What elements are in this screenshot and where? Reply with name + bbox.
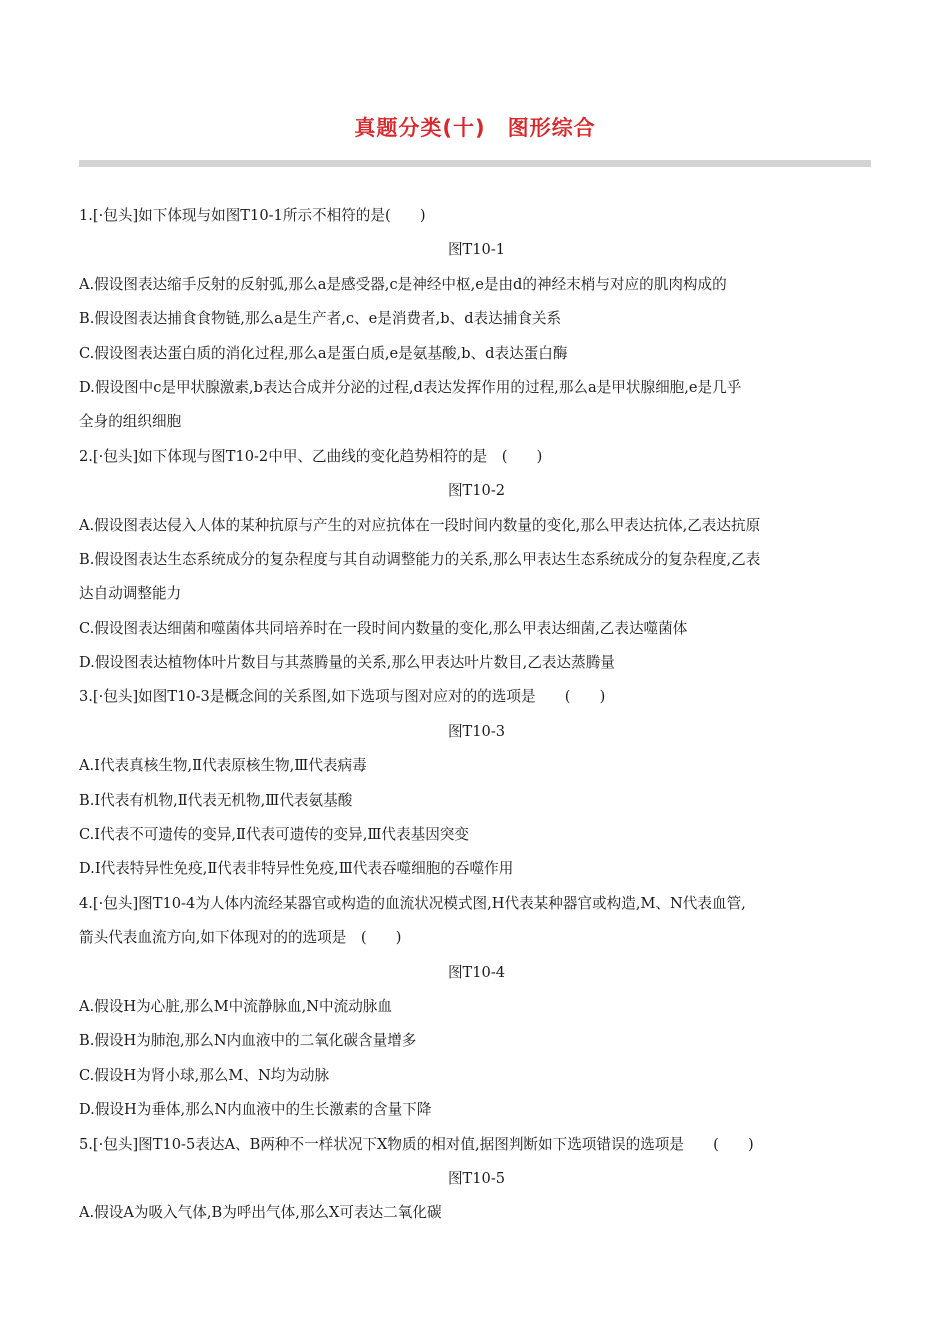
- figure-caption: 图T10-5: [447, 1169, 506, 1187]
- option-d-continued: 全身的组织细胞: [79, 413, 182, 431]
- title-sub: 图形综合: [507, 116, 596, 140]
- figure-caption: 图T10-1: [447, 241, 506, 259]
- option-b: B.假设图表达生态系统成分的复杂程度与其自动调整能力的关系,那么甲表达生态系统成分的复杂程度,乙表: [79, 550, 761, 568]
- page-title: [0, 112, 950, 142]
- option-a: A.Ⅰ代表真核生物,Ⅱ代表原核生物,Ⅲ代表病毒: [79, 757, 367, 775]
- option-d: D.Ⅰ代表特异性免疫,Ⅱ代表非特异性免疫,Ⅲ代表吞噬细胞的吞噬作用: [79, 860, 514, 878]
- figure-caption: 图T10-4: [447, 963, 506, 981]
- option-b-continued: 达自动调整能力: [79, 585, 182, 603]
- option-d: D.假设H为垂体,那么N内血液中的生长激素的含量下降: [79, 1101, 432, 1119]
- title-divider: [79, 160, 871, 167]
- option-b: B.假设H为肺泡,那么N内血液中的二氧化碳含量增多: [79, 1032, 417, 1050]
- option-c: C.假设H为肾小球,那么M、N均为动脉: [79, 1066, 330, 1084]
- option-c: C.Ⅰ代表不可遗传的变异,Ⅱ代表可遗传的变异,Ⅲ代表基因突变: [79, 826, 469, 844]
- question-3: 3.[·包头]如图T10-3是概念间的关系图,如下选项与图对应对的的选项是 ( ): [79, 688, 606, 706]
- question-4-continued: 箭头代表血流方向,如下体现对的的选项是 ( ): [79, 929, 402, 947]
- question-5: 5.[·包头]图T10-5表达A、B两种不一样状况下X物质的相对值,据图判断如下选项错误的选项是 ( ): [79, 1135, 754, 1153]
- option-a: A.假设图表达缩手反射的反射弧,那么a是感受器,c是神经中枢,e是由d的神经末梢与对应的肌肉构成的: [79, 275, 727, 293]
- figure-caption: 图T10-3: [447, 722, 506, 740]
- question-1: 1.[·包头]如下体现与如图T10-1所示不相符的是( ): [79, 207, 426, 224]
- option-a: A.假设图表达侵入人体的某种抗原与产生的对应抗体在一段时间内数量的变化,那么甲表达抗体,乙表达抗原: [79, 516, 761, 534]
- question-4: 4.[·包头]图T10-4为人体内流经某器官或构造的血流状况模式图,H代表某种器官或构造,M、N代表血管,: [79, 894, 746, 912]
- title-main: 真题分类(十): [354, 116, 486, 140]
- question-list: [79, 199, 874, 1231]
- option-d: D.假设图中c是甲状腺激素,b表达合成并分泌的过程,d表达发挥作用的过程,那么a是甲状腺细胞,e是几乎: [79, 378, 742, 396]
- option-b: B.Ⅰ代表有机物,Ⅱ代表无机物,Ⅲ代表氨基酸: [79, 791, 353, 809]
- option-c: C.假设图表达细菌和噬菌体共同培养时在一段时间内数量的变化,那么甲表达细菌,乙表达噬菌体: [79, 619, 688, 637]
- option-c: C.假设图表达蛋白质的消化过程,那么a是蛋白质,e是氨基酸,b、d表达蛋白酶: [79, 344, 568, 362]
- option-a: A.假设H为心脏,那么M中流静脉血,N中流动脉血: [79, 997, 392, 1015]
- question-2: 2.[·包头]如下体现与图T10-2中甲、乙曲线的变化趋势相符的是 ( ): [79, 447, 543, 465]
- option-d: D.假设图表达植物体叶片数目与其蒸腾量的关系,那么甲表达叶片数目,乙表达蒸腾量: [79, 654, 615, 672]
- option-a: A.假设A为吸入气体,B为呼出气体,那么X可表达二氧化碳: [79, 1204, 442, 1222]
- option-b: B.假设图表达捕食食物链,那么a是生产者,c、e是消费者,b、d表达捕食关系: [79, 310, 562, 328]
- figure-caption: 图T10-2: [447, 482, 506, 500]
